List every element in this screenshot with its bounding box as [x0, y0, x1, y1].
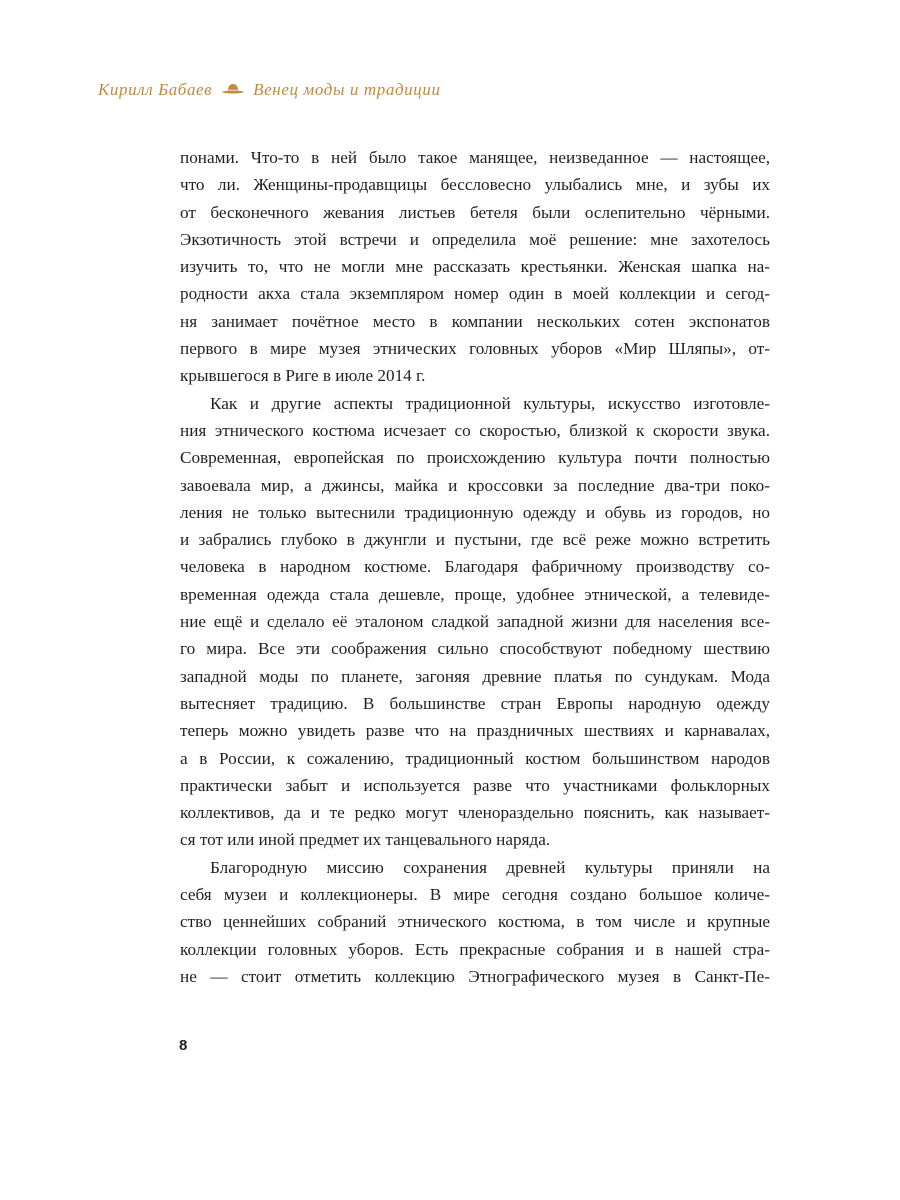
text-line: крывшегося в Риге в июле 2014 г.: [180, 366, 426, 386]
text-line: что ли. Женщины-продавщицы бессловесно улыбались мне, и зубы их: [180, 175, 770, 195]
running-head: [98, 80, 441, 100]
hat-icon: [221, 82, 245, 96]
text-line: коллекции головных уборов. Есть прекрасные собрания и в нашей стра-: [180, 939, 770, 959]
text-line: временная одежда стала дешевле, проще, удобнее этнической, а телевиде-: [180, 584, 770, 604]
running-head-author: Кирилл Бабаев: [98, 80, 213, 99]
text-line: и забрались глубоко в джунгли и пустыни, где всё реже можно встретить: [180, 530, 770, 550]
text-line: родности акха стала экземпляром номер один в моей коллекции и сегод-: [180, 284, 770, 304]
paragraph: [180, 144, 770, 390]
text-line: первого в мире музея этнических головных уборов «Мир Шляпы», от-: [180, 339, 770, 359]
text-line: Экзотичность этой встречи и определила моё решение: мне захотелось: [180, 229, 770, 249]
text-line: Современная, европейская по происхождению культура почти полностью: [180, 448, 770, 468]
text-line: Как и другие аспекты традиционной культуры, искусство изготовле-: [210, 393, 770, 413]
text-line: не — стоит отметить коллекцию Этнографического музея в Санкт-Пе-: [180, 966, 770, 986]
text-line: ления не только вытеснили традиционную одежду и обувь из городов, но: [180, 502, 770, 522]
text-line: человека в народном костюме. Благодаря фабричному производству со-: [180, 557, 770, 577]
text-line: ние ещё и сделало её эталоном сладкой западной жизни для населения все-: [180, 612, 770, 632]
page-number: 8: [179, 1037, 188, 1054]
text-line: Благородную миссию сохранения древней культуры приняли на: [210, 857, 770, 877]
text-line: понами. Что-то в ней было такое манящее, неизведанное — настоящее,: [180, 148, 770, 167]
text-line: коллективов, да и те редко могут членораздельно пояснить, как называет-: [180, 803, 770, 823]
running-head-title: Венец моды и традиции: [253, 80, 441, 99]
text-line: теперь можно увидеть разве что на праздничных шествиях и карнавалах,: [180, 721, 770, 741]
text-line: практически забыт и используется разве что участниками фольклорных: [180, 775, 770, 795]
paragraph: [180, 854, 770, 990]
text-line: себя музеи и коллекционеры. В мире сегодня создано большое количе-: [180, 885, 770, 905]
text-line: вытесняет традицию. В большинстве стран Европы народную одежду: [180, 693, 770, 713]
text-line: ся тот или иной предмет их танцевального наряда.: [180, 830, 551, 850]
text-line: завоевала мир, а джинсы, майка и кроссовки за последние два-три поко-: [180, 475, 770, 495]
text-line: го мира. Все эти соображения сильно способствуют победному шествию: [180, 639, 770, 659]
text-line: а в России, к сожалению, традиционный костюм большинством народов: [180, 748, 770, 768]
text-line: ня занимает почётное место в компании нескольких сотен экспонатов: [180, 311, 770, 331]
text-line: западной моды по планете, загоняя древние платья по сундукам. Мода: [180, 666, 770, 686]
text-line: изучить то, что не могли мне рассказать крестьянки. Женская шапка на-: [180, 257, 770, 277]
text-line: ния этнического костюма исчезает со скоростью, близкой к скорости звука.: [180, 420, 770, 440]
text-line: от бесконечного жевания листьев бетеля были ослепительно чёрными.: [180, 202, 770, 222]
text-line: ство ценнейших собраний этнического костюма, в том числе и крупные: [180, 912, 770, 932]
body-text: [180, 144, 770, 990]
paragraph: [180, 390, 770, 854]
